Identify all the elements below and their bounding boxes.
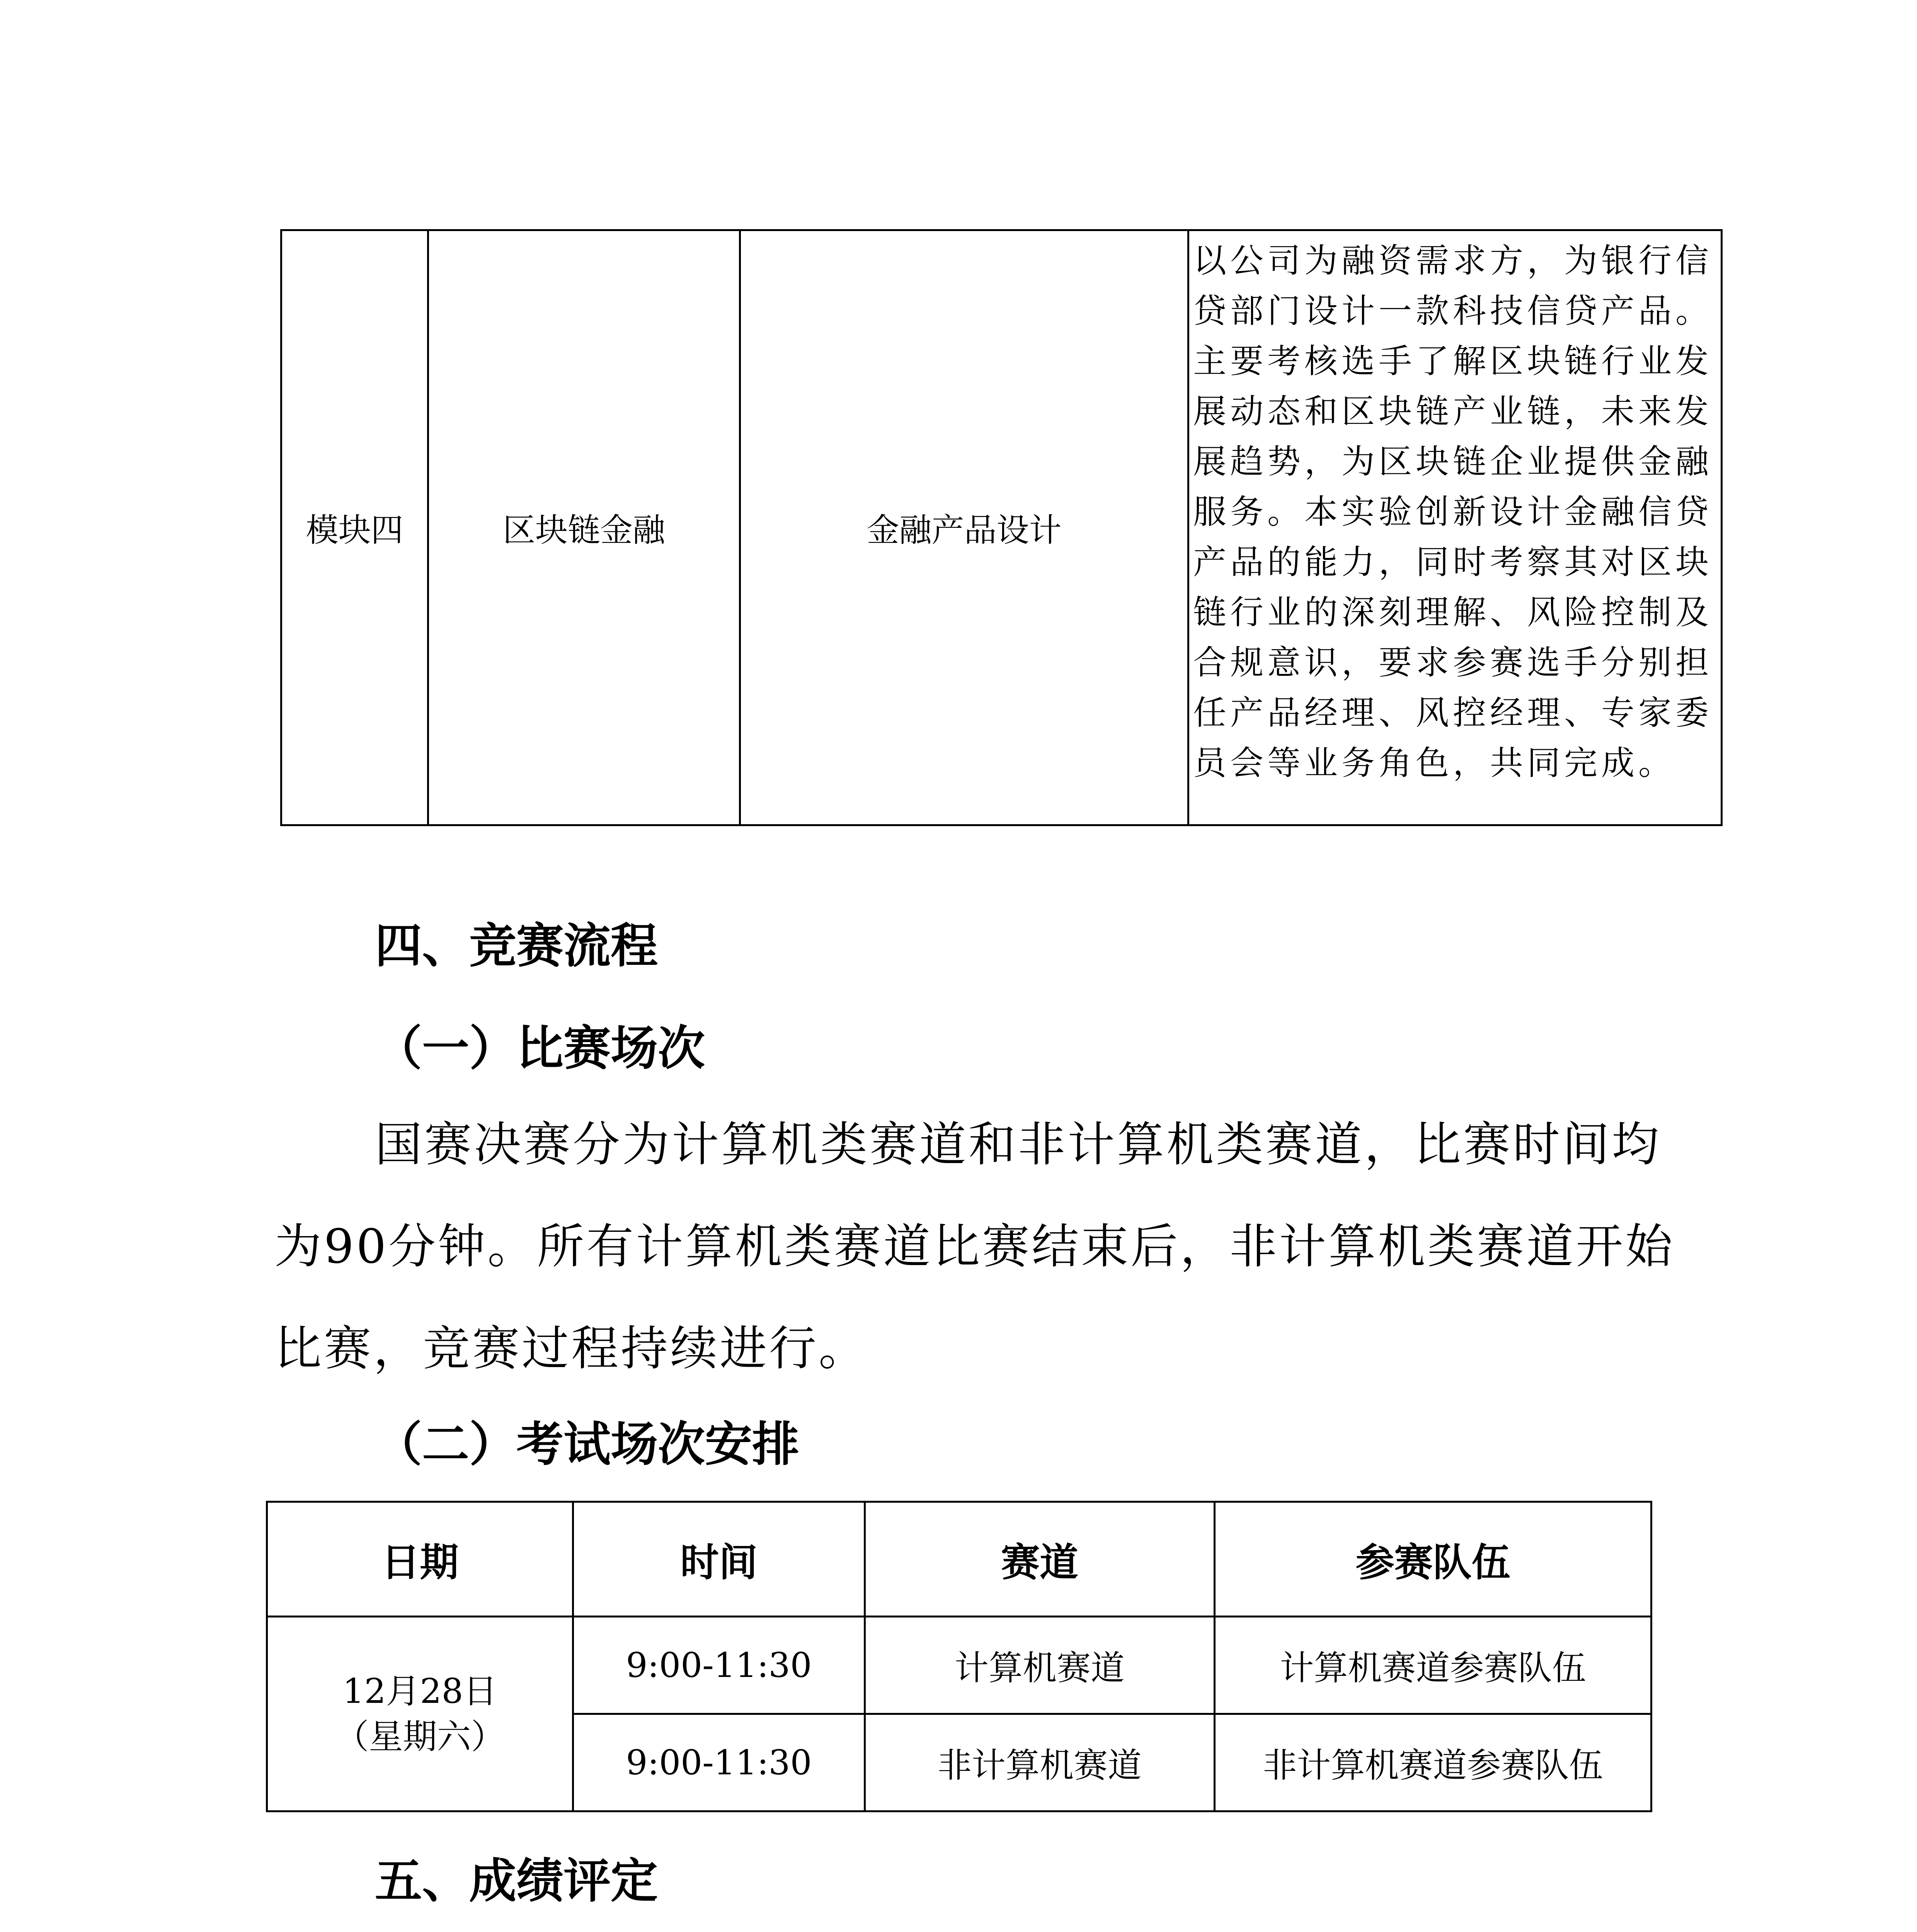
track-cell: 计算机赛道 (865, 1617, 1215, 1714)
module-table (280, 229, 1723, 826)
module-name-cell: 模块四 (281, 230, 428, 825)
section5-paragraph-1 (274, 1924, 1712, 1932)
time-cell: 9:00-11:30 (573, 1714, 865, 1811)
date-cell (267, 1617, 573, 1811)
teams-cell: 计算机赛道参赛队伍 (1215, 1617, 1651, 1714)
header-teams: 参赛队伍 (1215, 1502, 1651, 1617)
weekday-line: （星期六） (335, 1716, 505, 1757)
header-track: 赛道 (865, 1502, 1215, 1617)
time-cell: 9:00-11:30 (573, 1617, 865, 1714)
track-cell: 非计算机赛道 (865, 1714, 1215, 1811)
section4-sub1-heading: （一）比赛场次 (375, 1021, 705, 1076)
module-track-cell: 区块链金融 (428, 230, 740, 825)
section4-sub2-heading: （二）考试场次安排 (375, 1417, 799, 1472)
table-row (267, 1617, 1651, 1714)
section4-heading: 四、竞赛流程 (375, 918, 658, 973)
table-row (281, 230, 1722, 825)
module-task-cell: 金融产品设计 (740, 230, 1188, 825)
schedule-table (266, 1501, 1652, 1812)
date-line: 12月28日 (342, 1671, 497, 1711)
header-time: 时间 (573, 1502, 865, 1617)
section5-heading: 五、成绩评定 (375, 1854, 658, 1908)
table-header-row (267, 1502, 1651, 1617)
teams-cell: 非计算机赛道参赛队伍 (1215, 1714, 1651, 1811)
module-description-cell: 以公司为融资需求方，为银行信贷部门设计一款科技信贷产品。主要考核选手了解区块链行业发展动态和区块链产业链，未来发展趋势，为区块链企业提供金融服务。本实验创新设计金融信贷产品的能力，同时考察其对区块链行业的深刻理解、风险控制及合规意识，要求参赛选手分别担任产品经理、风控经理、专家委员会等业务角色，共同完成。 (1188, 230, 1722, 825)
header-date: 日期 (267, 1502, 573, 1617)
section4-sub1-paragraph: 国赛决赛分为计算机类赛道和非计算机类赛道，比赛时间均为90分钟。所有计算机类赛道比赛结束后，非计算机类赛道开始比赛，竞赛过程持续进行。 (274, 1117, 1675, 1376)
